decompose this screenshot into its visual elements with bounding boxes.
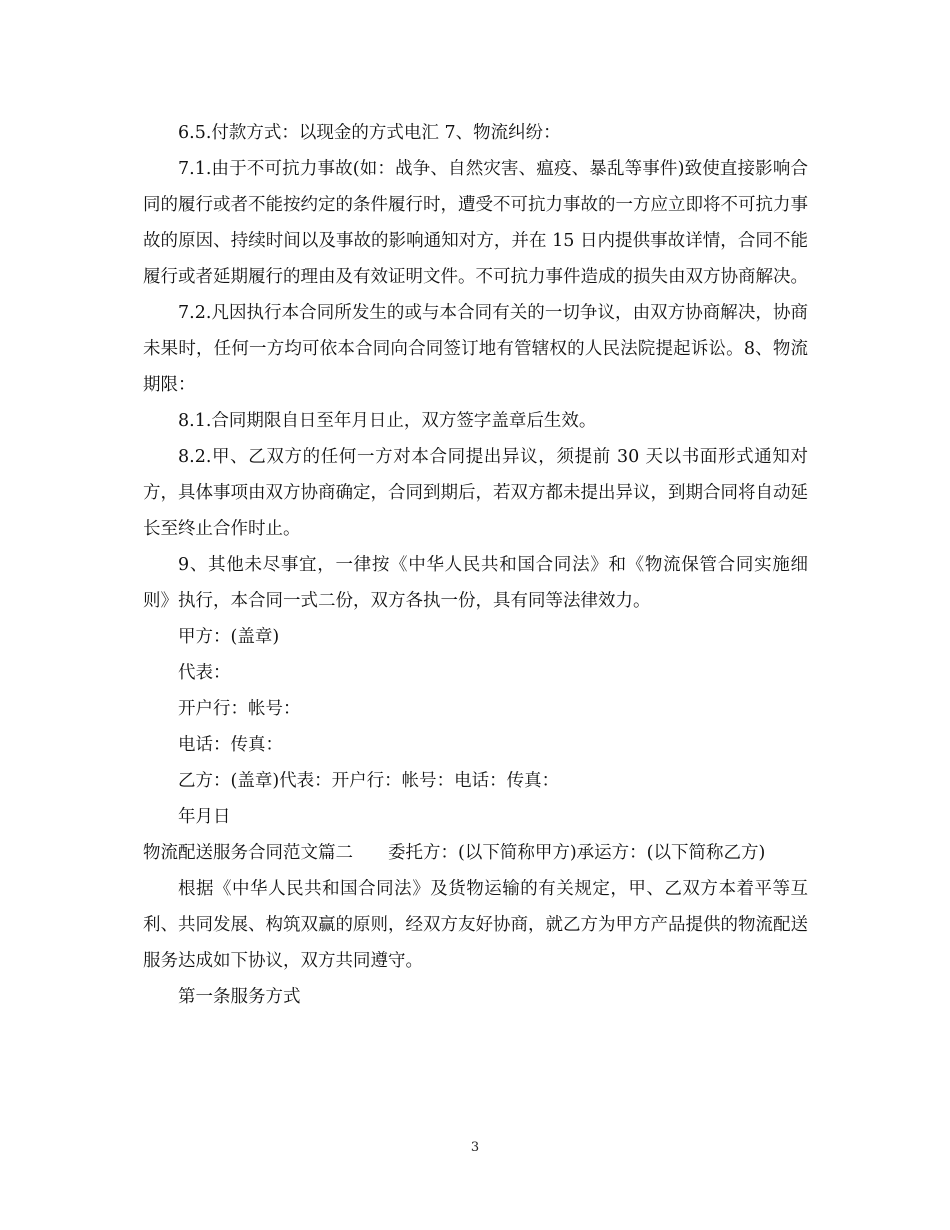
party-a-bank-line: 开户行：帐号： <box>178 699 301 719</box>
paragraph-other-matters: 9、其他未尽事宜，一律按《中华人民共和国合同法》和《物流保管合同实施细则》执行，本合同一式二份，双方各执一份，具有同等法律效力。 <box>143 555 808 611</box>
paragraph-payment-method: 6.5.付款方式：以现金的方式电汇 7、物流纠纷： <box>178 123 561 143</box>
party-a-representative-line: 代表： <box>178 663 231 683</box>
party-a-seal-line: 甲方：(盖章) <box>178 627 280 647</box>
contract-two-heading: 物流配送服务合同范文篇二 委托方：(以下简称甲方)承运方：(以下简称乙方) <box>143 843 766 863</box>
paragraph-contract-term: 8.1.合同期限自日至年月日止，双方签字盖章后生效。 <box>178 411 597 431</box>
paragraph-agreement-basis: 根据《中华人民共和国合同法》及货物运输的有关规定，甲、乙双方本着平等互利、共同发展、构筑双赢的原则，经双方友好协商，就乙方为甲方产品提供的物流配送服务达成如下协议，双方共同遵守。 <box>143 879 808 971</box>
document-body <box>143 115 808 1015</box>
paragraph-force-majeure: 7.1.由于不可抗力事故(如：战争、自然灾害、瘟疫、暴乱等事件)致使直接影响合同的履行或者不能按约定的条件履行时，遭受不可抗力事故的一方应立即将不可抗力事故的原因、持续时间以及事故的影响通知对方，并在 15 日内提供事故详情，合同不能履行或者延期履行的理由及有效证明文件。不可抗力事件造成的损失由双方协商解决。 <box>143 159 808 287</box>
page-number: 3 <box>470 1140 480 1155</box>
paragraph-objection-notice: 8.2.甲、乙双方的任何一方对本合同提出异议，须提前 30 天以书面形式通知对方，具体事项由双方协商确定，合同到期后，若双方都未提出异议，到期合同将自动延长至终止合作时止。 <box>143 447 808 539</box>
article-one-heading: 第一条服务方式 <box>178 987 301 1007</box>
paragraph-dispute-resolution: 7.2.凡因执行本合同所发生的或与本合同有关的一切争议，由双方协商解决，协商未果时，任何一方均可依本合同向合同签订地有管辖权的人民法院提起诉讼。8、物流期限： <box>143 303 808 395</box>
party-b-info-line: 乙方：(盖章)代表：开户行：帐号：电话：传真： <box>178 771 560 791</box>
date-line: 年月日 <box>178 807 231 827</box>
party-a-phone-fax-line: 电话：传真： <box>178 735 283 755</box>
